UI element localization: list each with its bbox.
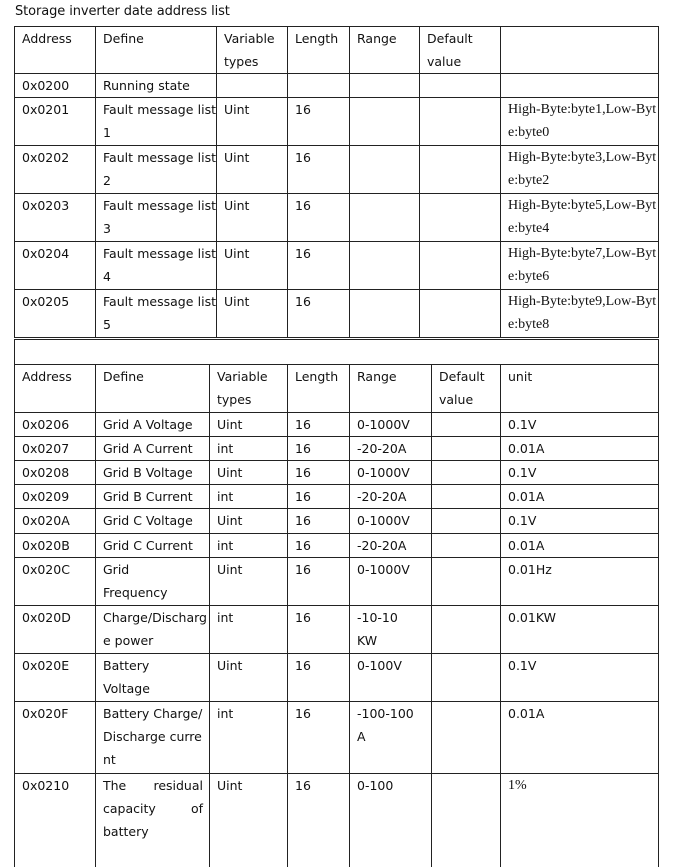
cell-default [432, 702, 501, 774]
cell-type: Uint [210, 461, 288, 485]
cell-address: 0x0203 [15, 194, 96, 242]
cell-note: High-Byte:byte1,Low-Byte:byte0 [501, 98, 659, 146]
header-default-value: Default value [432, 365, 501, 413]
cell-length: 16 [288, 509, 350, 534]
table-row [15, 146, 659, 194]
cell-length: 16 [288, 461, 350, 485]
address-table-1 [14, 26, 659, 338]
cell-type: Uint [217, 98, 288, 146]
cell-type: Uint [210, 774, 288, 846]
cell-length: 16 [288, 290, 350, 338]
cell-type: int [210, 702, 288, 774]
cell-type: int [210, 437, 288, 461]
cell-type [217, 74, 288, 98]
cell-define: Grid Frequency [96, 558, 210, 606]
table-separator-row [15, 340, 659, 365]
cell-type: int [210, 606, 288, 654]
cell-type: Uint [210, 413, 288, 437]
address-table-2 [14, 339, 659, 846]
cell-address: 0x020B [15, 534, 96, 558]
cell-define: Running state [96, 74, 217, 98]
cell-range: 0-1000V [350, 509, 432, 534]
cell-default [432, 461, 501, 485]
cell-length: 16 [288, 413, 350, 437]
cell-range: 0-1000V [350, 558, 432, 606]
cell-length: 16 [288, 558, 350, 606]
cell-length: 16 [288, 654, 350, 702]
cell-define: Grid A Current [96, 437, 210, 461]
header-range: Range [350, 27, 420, 74]
page-title: Storage inverter date address list [15, 4, 230, 19]
cell-default [432, 774, 501, 846]
cell-default [432, 534, 501, 558]
table-row [15, 194, 659, 242]
table-row [15, 461, 659, 485]
cell-define: Grid C Current [96, 534, 210, 558]
cell-length: 16 [288, 534, 350, 558]
header-define: Define [96, 27, 217, 74]
cell-type: Uint [217, 242, 288, 290]
cell-define: Battery Voltage [96, 654, 210, 702]
cell-default [420, 242, 501, 290]
cell-range [350, 290, 420, 338]
header-note [501, 27, 659, 74]
cell-address: 0x0210 [15, 774, 96, 846]
cell-length: 16 [288, 242, 350, 290]
cell-address: 0x0205 [15, 290, 96, 338]
cutoff-border [658, 840, 659, 867]
cutoff-border [431, 840, 432, 867]
cell-note: High-Byte:byte3,Low-Byte:byte2 [501, 146, 659, 194]
cell-unit: 0.1V [501, 509, 659, 534]
table-row [15, 74, 659, 98]
table-row [15, 558, 659, 606]
cell-range [350, 74, 420, 98]
table-row [15, 242, 659, 290]
cell-range: -20-20A [350, 534, 432, 558]
cell-default [420, 194, 501, 242]
cell-range: -20-20A [350, 437, 432, 461]
cell-address: 0x0200 [15, 74, 96, 98]
cell-define: The residual capacity of battery [96, 774, 210, 846]
cell-address: 0x0206 [15, 413, 96, 437]
cell-default [432, 413, 501, 437]
cell-note: High-Byte:byte9,Low-Byte:byte8 [501, 290, 659, 338]
cell-default [420, 98, 501, 146]
cutoff-border [287, 840, 288, 867]
cell-unit: 0.01A [501, 437, 659, 461]
cell-note: High-Byte:byte5,Low-Byte:byte4 [501, 194, 659, 242]
cell-note [501, 74, 659, 98]
cell-address: 0x020F [15, 702, 96, 774]
cell-unit: 0.01A [501, 485, 659, 509]
cell-default [420, 74, 501, 98]
cell-range: 0-1000V [350, 413, 432, 437]
table-row [15, 509, 659, 534]
cell-default [432, 509, 501, 534]
cell-define: Grid B Voltage [96, 461, 210, 485]
cell-default [432, 606, 501, 654]
cell-define: Grid B Current [96, 485, 210, 509]
table-row [15, 485, 659, 509]
table-row [15, 774, 659, 846]
cutoff-border [209, 840, 210, 867]
cell-default [420, 290, 501, 338]
cell-range: 0-100 [350, 774, 432, 846]
cell-type: int [210, 534, 288, 558]
table-row [15, 437, 659, 461]
cutoff-border [14, 840, 15, 867]
cell-range: 0-1000V [350, 461, 432, 485]
cell-default [432, 654, 501, 702]
cell-length: 16 [288, 702, 350, 774]
cell-address: 0x020D [15, 606, 96, 654]
cell-unit: 0.1V [501, 413, 659, 437]
cell-length: 16 [288, 437, 350, 461]
cell-range [350, 242, 420, 290]
cell-length: 16 [288, 98, 350, 146]
cell-length: 16 [288, 485, 350, 509]
cell-type: Uint [217, 290, 288, 338]
cell-address: 0x0201 [15, 98, 96, 146]
cell-address: 0x020C [15, 558, 96, 606]
header-length: Length [288, 27, 350, 74]
cell-address: 0x0207 [15, 437, 96, 461]
cell-type: Uint [217, 146, 288, 194]
cell-unit: 0.01A [501, 702, 659, 774]
cell-default [432, 437, 501, 461]
cell-range [350, 146, 420, 194]
cell-unit: 0.01Hz [501, 558, 659, 606]
cell-define: Fault message list 2 [96, 146, 217, 194]
cell-length: 16 [288, 774, 350, 846]
cell-unit: 0.1V [501, 461, 659, 485]
cell-unit: 0.01A [501, 534, 659, 558]
cell-address: 0x020E [15, 654, 96, 702]
cell-type: Uint [210, 654, 288, 702]
cell-define: Grid A Voltage [96, 413, 210, 437]
cell-define: Fault message list 5 [96, 290, 217, 338]
cell-address: 0x0202 [15, 146, 96, 194]
cell-define: Battery Charge/Discharge current [96, 702, 210, 774]
cutoff-border [500, 840, 501, 867]
cell-type: Uint [210, 558, 288, 606]
cell-address: 0x020A [15, 509, 96, 534]
header-unit: unit [501, 365, 659, 413]
cell-unit: 0.1V [501, 654, 659, 702]
cell-range: -10-10 KW [350, 606, 432, 654]
table-header-row [15, 365, 659, 413]
table-row [15, 290, 659, 338]
page-cutoff [0, 840, 683, 867]
cell-default [432, 558, 501, 606]
cell-unit: 1% [501, 774, 659, 846]
table-row [15, 534, 659, 558]
cell-unit: 0.01KW [501, 606, 659, 654]
cell-note: High-Byte:byte7,Low-Byte:byte6 [501, 242, 659, 290]
cell-default [420, 146, 501, 194]
cell-type: Uint [217, 194, 288, 242]
table-row [15, 654, 659, 702]
header-define: Define [96, 365, 210, 413]
header-address: Address [15, 27, 96, 74]
cell-address: 0x0208 [15, 461, 96, 485]
cell-length [288, 74, 350, 98]
cell-address: 0x0209 [15, 485, 96, 509]
table-row [15, 606, 659, 654]
table-row [15, 413, 659, 437]
cell-range [350, 98, 420, 146]
separator-cell [15, 340, 659, 365]
cell-length: 16 [288, 606, 350, 654]
table-header-row [15, 27, 659, 74]
cell-length: 16 [288, 146, 350, 194]
cutoff-border [349, 840, 350, 867]
header-variable-types: Variable types [210, 365, 288, 413]
header-address: Address [15, 365, 96, 413]
cell-define: Grid C Voltage [96, 509, 210, 534]
cell-define: Charge/Discharge power [96, 606, 210, 654]
header-range: Range [350, 365, 432, 413]
cell-default [432, 485, 501, 509]
cell-define: Fault message list 1 [96, 98, 217, 146]
cell-range [350, 194, 420, 242]
cell-define: Fault message list 4 [96, 242, 217, 290]
cell-range: 0-100V [350, 654, 432, 702]
table-row [15, 98, 659, 146]
cell-length: 16 [288, 194, 350, 242]
header-default-value: Default value [420, 27, 501, 74]
cell-range: -20-20A [350, 485, 432, 509]
cutoff-border [95, 840, 96, 867]
cell-define: Fault message list 3 [96, 194, 217, 242]
header-variable-types: Variable types [217, 27, 288, 74]
cell-type: Uint [210, 509, 288, 534]
cell-type: int [210, 485, 288, 509]
cell-range: -100-100 A [350, 702, 432, 774]
cell-address: 0x0204 [15, 242, 96, 290]
table-row [15, 702, 659, 774]
header-length: Length [288, 365, 350, 413]
